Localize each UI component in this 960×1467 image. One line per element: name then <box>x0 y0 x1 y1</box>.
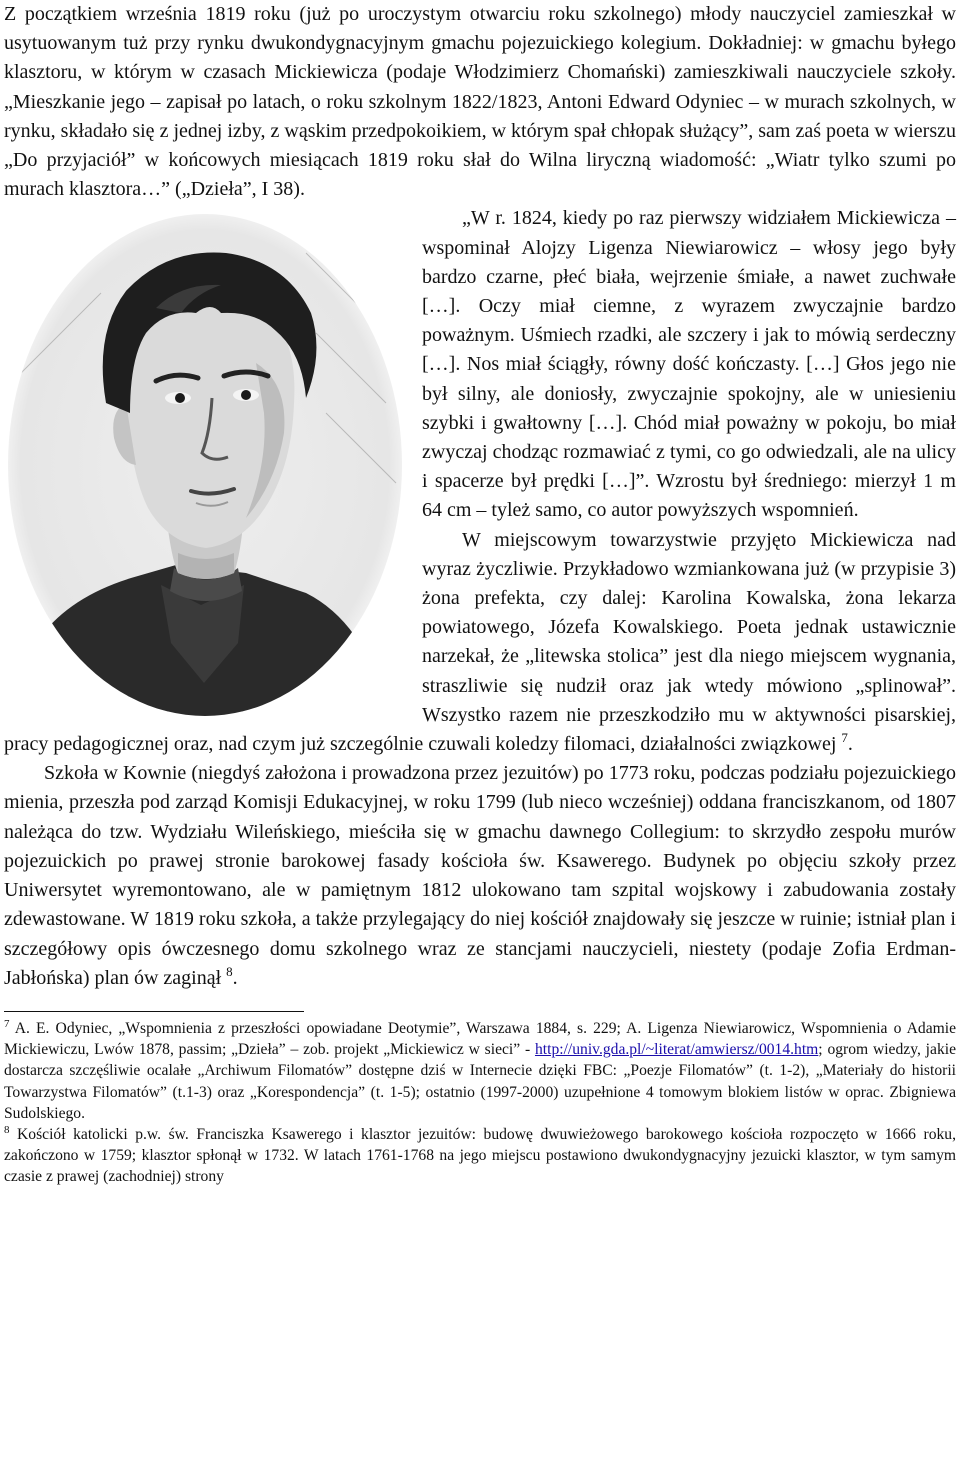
paragraph-4-text: Szkoła w Kownie (niegdyś założona i prowadzona przez jezuitów) po 1773 roku, podczas podziału pojezuickiego mienia, przeszła pod zarząd Komisji Edukacyjnej, w roku 1799 (lub nieco wcześniej) oddana franciszkanom, od 1807 należąca do tzw. Wydziału Wileńskiego, mieściła się w gmachu dawnego Collegium: to skrzydło zespołu murów pojezuickich po prawej stronie barokowej fasady kościoła św. Ksawerego. Budynek po objęciu szkoły przez Uniwersytet wyremontowano, ale w pamiętnym 1812 ulokowano tam szpital wojskowy i zabudowania zostały zdewastowane. W 1819 roku szkoła, a także przylegający do niej kościół znajdowały się jeszcze w ruinie; istniał plan i szczegółowy opis ówczesnego domu szkolnego wraz ze stancjami nauczycieli, niestety (podaje Zofia Erdman-Jabłońska) plan ów zaginął <box>4 762 956 989</box>
footnote-8: $^8$ Kościół katolicki p.w. św. Franciszka Ksawerego i klasztor jezuitów: budowę dwuwieżowego barokowego kościoła rozpoczęto w 1666 roku, zakończono w 1759; klasztor spłonął w 1732. W latach 1761-1768 na jego miejscu postawiono dwukondygnacyjny jezuicki klasztor, w tym samym czasie z prawej (zachodniej) strony <box>4 1123 956 1186</box>
paragraph-3: W miejscowym towarzystwie przyjęto Mickiewicza nad wyraz życzliwie. Przykładowo wzmiankowana już (w przypisie 3) żona prefekta, czy dalej: Karolina Kowalska, żona lekarza powiatowego, Józefa Kowalskiego. Poeta jednak ustawicznie narzekał, że „litewska stolica” jest dla niego miejscem wygnania, straszliwie się nudził oraz jak wtedy mówiono „splinował”. Wszystko razem nie przeszkodziło mu w aktywności pisarskiej, pracy pedagogicznej oraz, nad czym już szczególnie czuwali koledzy filomaci, działalności związkowej $^7$. <box>4 528 956 756</box>
paragraph-1: Z początkiem września 1819 roku (już po uroczystym otwarciu roku szkolnego) młody nauczyciel zamieszkał w usytuowanym tuż przy rynku dwukondygnacyjnym gmachu pojezuickiego kolegium. Dokładniej: w gmachu byłego klasztoru, w którym w czasach Mickiewicza (podaje Włodzimierz Chomański) zamieszkiwali nauczyciele szkoły. „Mieszkanie jego – zapisał po latach, o roku szkolnym 1822/1823, Antoni Edward Odyniec – w murach szkolnych, w rynku, składało się z jednej izby, z wąskim przedpokoikiem, w którym spał chłopak służący”, sam zaś poeta w wierszu „Do przyjaciół” w końcowych miesiącach 1819 roku słał do Wilna liryczną wiadomość: „Wiatr tylko szumi po murach klasztora…” („Dzieła”, I 38). <box>4 3 956 201</box>
document-page <box>4 0 956 1188</box>
footnote-link[interactable]: http://univ.gda.pl/~literat/amwiersz/0014.htm <box>534 1041 819 1059</box>
footnote-number-8: 8 <box>4 1123 10 1136</box>
paragraph-2: „W r. 1824, kiedy po raz pierwszy widziałem Mickiewicza – wspominał Alojzy Ligenza Niewiarowicz – włosy jego były bardzo czarne, płeć biała, wejrzenie śmiałe, a nawet zuchwałe […]. Oczy miał ciemne, z wyrazem zwyczajnie bardzo poważnym. Uśmiech rzadki, ale szczery i jak to mówią serdeczny […]. Nos miał ściągły, równy dość kończasty. […] Głos jego nie był silny, ale doniosły, zwyczajnie spokojny, ale w uniesieniu szybki i gwałtowny […]. Chód miał poważny w pokoju, bo miał zwyczaj chodząc rozmawiać z tymi, co go odwiedzali, ale na ulicy i spacerze był prędki […]”. Wzrostu był średniego: mierzył 1 m 64 cm – tyleż samo, co autor powyższych wspomnień. <box>422 207 956 522</box>
footnote-divider <box>4 1011 304 1012</box>
footnote-number-7: 7 <box>4 1017 10 1030</box>
paragraph-3-text: W miejscowym towarzystwie przyjęto Mickiewicza nad wyraz życzliwie. Przykładowo wzmiankowana już (w przypisie 3) żona prefekta, czy dalej: Karolina Kowalska, żona lekarza powiatowego, Józefa Kowalskiego. Poeta jednak ustawicznie narzekał, że „litewska stolica” jest dla niego miejscem wygnania, straszliwie się nudził oraz jak wtedy mówiono „splinował”. Wszystko razem nie przeszkodziło mu w aktywności pisarskiej, pracy pedagogicznej oraz, nad czym już szczególnie czuwali koledzy filomaci, działalności związkowej <box>4 528 956 756</box>
portrait-engraving-icon <box>6 213 404 718</box>
footnote-ref-7[interactable]: 7 <box>841 730 848 746</box>
footnote-7: $^7$ A. E. Odyniec, „Wspomnienia z przeszłości opowiadane Deotymie”, Warszawa 1884, s. 229; A. Ligenza Niewiarowicz, Wspomnienia o Adamie Mickiewiczu, Lwów 1878, passim; „Dzieła” – zob. projekt „Mickiewicz w sieci” - http://univ.gda.pl/~literat/amwiersz/0014.htm; ogrom wiedzy, jakie dostarcza szczęśliwie ocalałe „Archiwum Filomatów” dostępne dziś w Internecie dzięki FBC: „Poezje Filomatów” (t. 1-2), „Materiały do historii Towarzystwa Filomatów” (t.1-3) oraz „Korespondencja” (t. 1-5); ostatnio (1997-2000) uzupełnione 4 tomowym blokiem listów w oprac. Zbigniewa Sudolskiego. <box>4 1017 956 1122</box>
footnote-ref-8[interactable]: 8 <box>226 963 233 979</box>
paragraph-4: Szkoła w Kownie (niegdyś założona i prowadzona przez jezuitów) po 1773 roku, podczas podziału pojezuickiego mienia, przeszła pod zarząd Komisji Edukacyjnej, w roku 1799 (lub nieco wcześniej) oddana franciszkanom, od 1807 należąca do tzw. Wydziału Wileńskiego, mieściła się w gmachu dawnego Collegium: to skrzydło zespołu murów pojezuickich po prawej stronie barokowej fasady kościoła św. Ksawerego. Budynek po objęciu szkoły przez Uniwersytet wyremontowano, ale w pamiętnym 1812 ulokowano tam szpital wojskowy i zabudowania zostały zdewastowane. W 1819 roku szkoła, a także przylegający do niej kościół znajdowały się jeszcze w ruinie; istniał plan i szczegółowy opis ówczesnego domu szkolnego wraz ze stancjami nauczycieli, niestety (podaje Zofia Erdman-Jabłońska) plan ów zaginął $^8$. <box>4 762 956 989</box>
